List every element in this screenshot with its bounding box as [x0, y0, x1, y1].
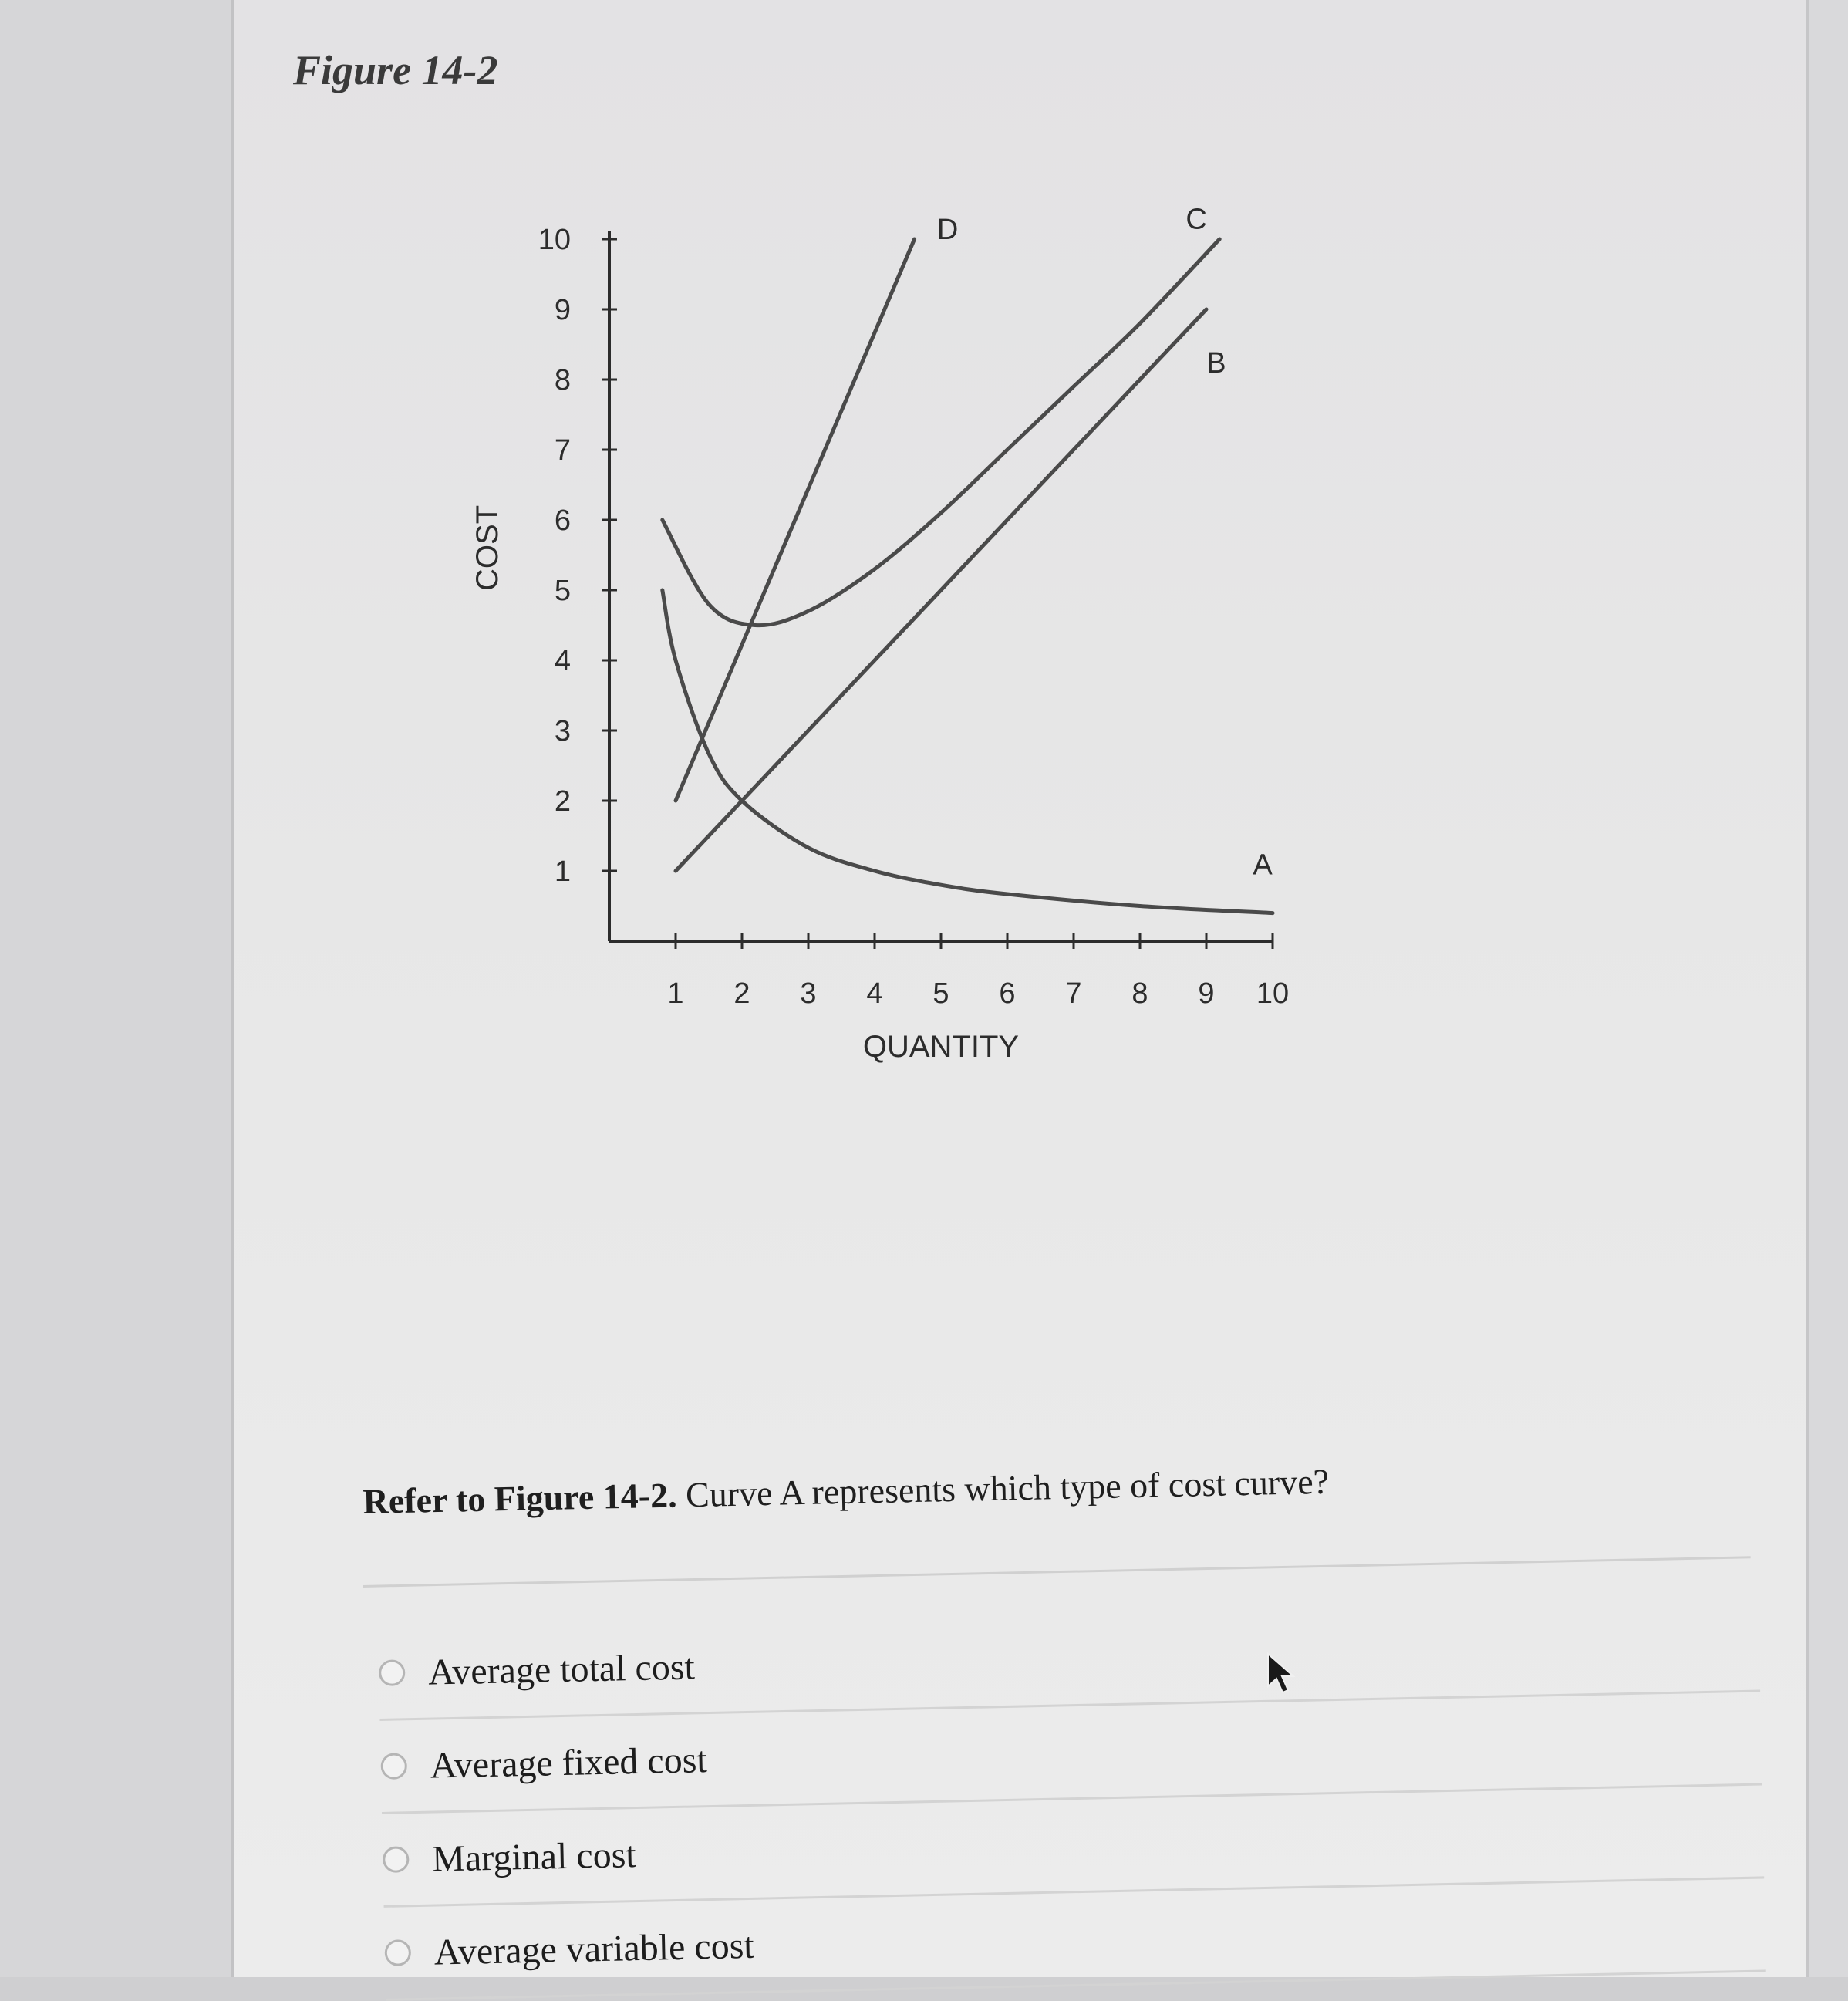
- y-tick-label: 3: [554, 715, 571, 747]
- x-tick-label: 10: [1256, 977, 1290, 1010]
- curve-label-d: D: [936, 214, 959, 246]
- y-tick-label: 9: [554, 294, 571, 326]
- radio-button[interactable]: [379, 1659, 406, 1686]
- x-tick-label: 2: [733, 977, 750, 1010]
- left-gutter: [0, 0, 231, 1977]
- curve-label-b: B: [1206, 346, 1226, 380]
- radio-button[interactable]: [384, 1939, 411, 1966]
- right-gutter: [1809, 0, 1848, 1977]
- answer-options: [378, 1599, 1766, 2001]
- option-label: Average variable cost: [433, 1925, 755, 1973]
- option-label: Marginal cost: [431, 1834, 637, 1880]
- figure-title: Figure 14-2: [293, 47, 498, 93]
- x-tick-label: 1: [667, 977, 684, 1010]
- x-tick-label: 9: [1198, 977, 1215, 1010]
- cost-curves-chart: [432, 208, 1327, 1088]
- x-tick-label: 7: [1065, 977, 1082, 1010]
- curve-b: [676, 309, 1206, 871]
- y-axis-label: COST: [470, 504, 504, 591]
- y-tick-label: 5: [554, 575, 571, 607]
- radio-button[interactable]: [383, 1846, 410, 1873]
- option-label: Average fixed cost: [430, 1739, 708, 1787]
- curve-c: [663, 239, 1219, 626]
- x-tick-label: 8: [1131, 977, 1148, 1010]
- x-tick-label: 4: [866, 977, 883, 1010]
- x-tick-label: 5: [932, 977, 949, 1010]
- y-tick-label: 7: [554, 434, 571, 467]
- y-tick-label: 6: [554, 504, 571, 537]
- curve-d: [676, 239, 915, 801]
- mouse-pointer-icon: [1265, 1651, 1299, 1697]
- radio-button[interactable]: [380, 1753, 407, 1780]
- curve-label-a: A: [1253, 849, 1273, 882]
- y-tick-label: 1: [554, 855, 571, 888]
- x-tick-label: 6: [999, 977, 1016, 1010]
- question-body: Curve A represents which type of cost curve?: [676, 1461, 1330, 1515]
- option-label: Average total cost: [427, 1645, 696, 1693]
- y-tick-label: 4: [554, 645, 571, 677]
- y-tick-label: 10: [538, 224, 571, 256]
- y-tick-label: 8: [554, 364, 571, 396]
- y-tick-label: 2: [554, 785, 571, 818]
- curve-a: [663, 590, 1273, 913]
- question-reference: Refer to Figure 14-2.: [363, 1475, 678, 1521]
- x-tick-label: 3: [800, 977, 817, 1010]
- curve-label-c: C: [1185, 208, 1207, 236]
- x-axis-label: QUANTITY: [862, 1030, 1020, 1064]
